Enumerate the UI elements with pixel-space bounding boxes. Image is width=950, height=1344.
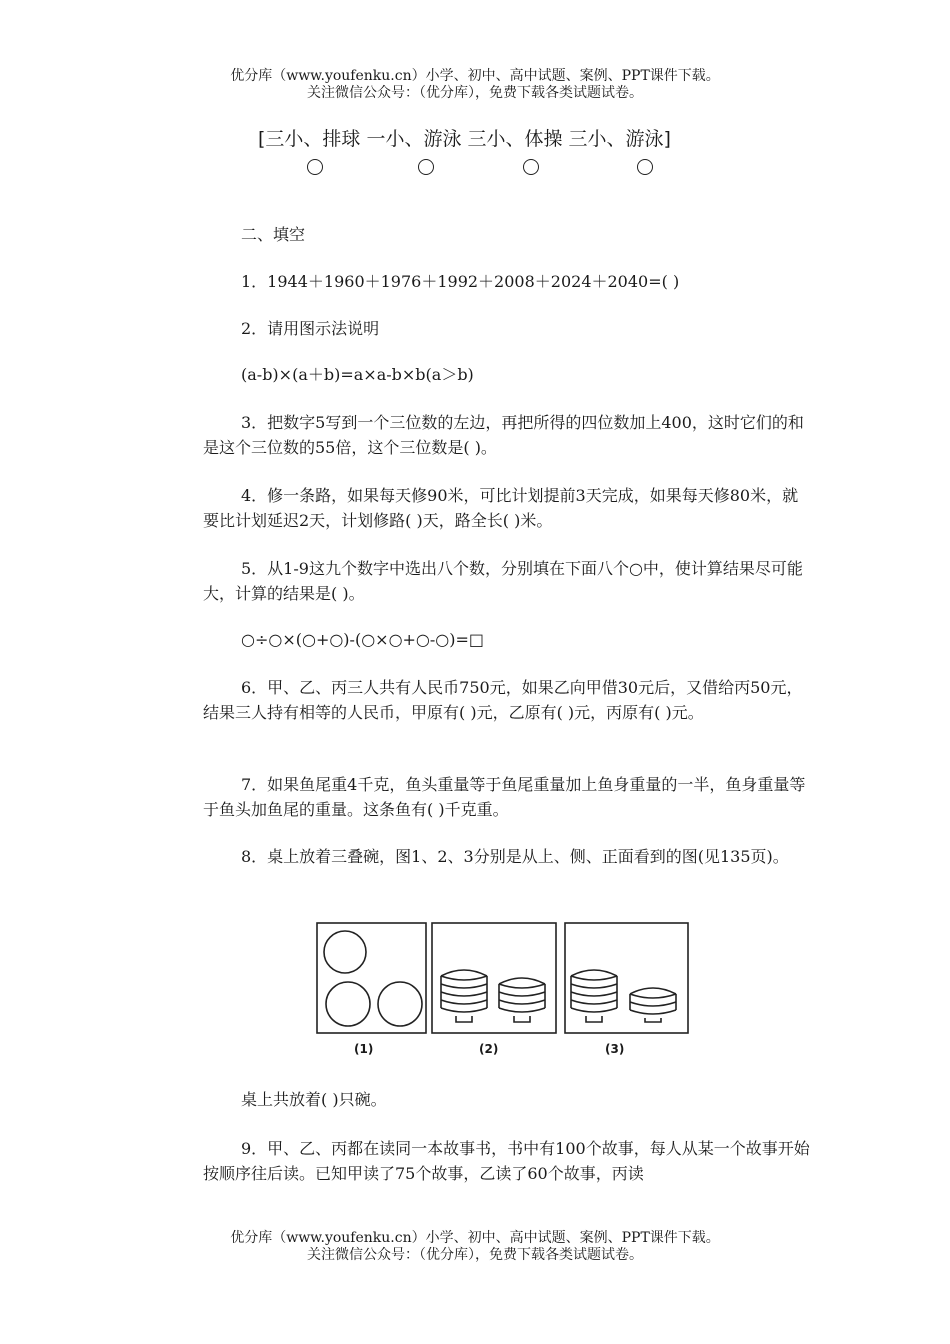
page-footer (0, 1230, 950, 1264)
figure-caption-2: (2) (479, 1042, 499, 1056)
bowl-stack-front-right (630, 988, 676, 1022)
question-4: 4．修一条路，如果每天修90米，可比计划提前3天完成，如果每天修80米，就要比计划延迟2天，计划修路( )天，路全长( )米。 (203, 486, 799, 530)
bowl-top-circle-1 (324, 931, 366, 973)
footer-line-2: 关注微信公众号：（优分库），免费下载各类试题试卷。 (307, 1247, 643, 1263)
bowl-figure-svg (316, 922, 691, 1037)
option-circle-4[interactable] (637, 159, 653, 175)
bowl-stack-right (499, 978, 545, 1022)
question-8-answer: 桌上共放着( )只碗。 (241, 1090, 387, 1109)
panel-top-view (317, 923, 426, 1033)
figure-caption-1: (1) (354, 1042, 374, 1056)
bowl-top-circle-3 (378, 982, 422, 1026)
bowl-stack-front-left (571, 970, 617, 1022)
question-8: 8．桌上放着三叠碗，图1、2、3分别是从上、侧、正面看到的图(见135页)。 (241, 847, 789, 866)
answer-options: [三小、排球 一小、游泳 三小、体操 三小、游泳] (258, 128, 671, 150)
bowl-stack-left (441, 970, 487, 1022)
bowl-figure (316, 922, 691, 1041)
page-header (0, 68, 950, 102)
question-3: 3．把数字5写到一个三位数的左边，再把所得的四位数加上400，这时它们的和是这个三位数的55倍，这个三位数是( )。 (203, 413, 804, 457)
question-6: 6．甲、乙、丙三人共有人民币750元，如果乙向甲借30元后，又借给丙50元，结果三人持有相等的人民币，甲原有( )元，乙原有( )元，丙原有( )元。 (203, 678, 803, 722)
figure-caption-3: (3) (605, 1042, 625, 1056)
section-title: 二、填空 (241, 225, 306, 244)
panel-front-view (565, 923, 688, 1033)
question-5: 5．从1-9这九个数字中选出八个数，分别填在下面八个○中，使计算结果尽可能大，计算的结果是( )。 (203, 559, 803, 603)
footer-line-1: 优分库（www.youfenku.cn）小学、初中、高中试题、案例、PPT课件下载。 (230, 1230, 720, 1246)
option-circle-1[interactable] (307, 159, 323, 175)
question-2: 2．请用图示法说明 (241, 319, 380, 338)
header-line-1: 优分库（www.youfenku.cn）小学、初中、高中试题、案例、PPT课件下载。 (230, 68, 720, 84)
option-circle-3[interactable] (523, 159, 539, 175)
question-2-formula: (a-b)×(a＋b)=a×a-b×b(a＞b) (241, 365, 474, 384)
header-line-2: 关注微信公众号：（优分库），免费下载各类试题试卷。 (307, 85, 643, 101)
bowl-top-circle-2 (326, 982, 370, 1026)
question-7: 7．如果鱼尾重4千克，鱼头重量等于鱼尾重量加上鱼身重量的一半，鱼身重量等于鱼头加鱼尾的重量。这条鱼有( )千克重。 (203, 775, 806, 819)
question-5-formula: ○÷○×(○+○)-(○×○+○-○)=□ (241, 630, 485, 649)
option-circle-2[interactable] (418, 159, 434, 175)
question-1: 1．1944＋1960＋1976＋1992＋2008＋2024＋2040=( ) (241, 272, 680, 291)
question-9: 9．甲、乙、丙都在读同一本故事书，书中有100个故事，每人从某一个故事开始按顺序往后读。已知甲读了75个故事，乙读了60个故事，丙读 (203, 1139, 810, 1183)
